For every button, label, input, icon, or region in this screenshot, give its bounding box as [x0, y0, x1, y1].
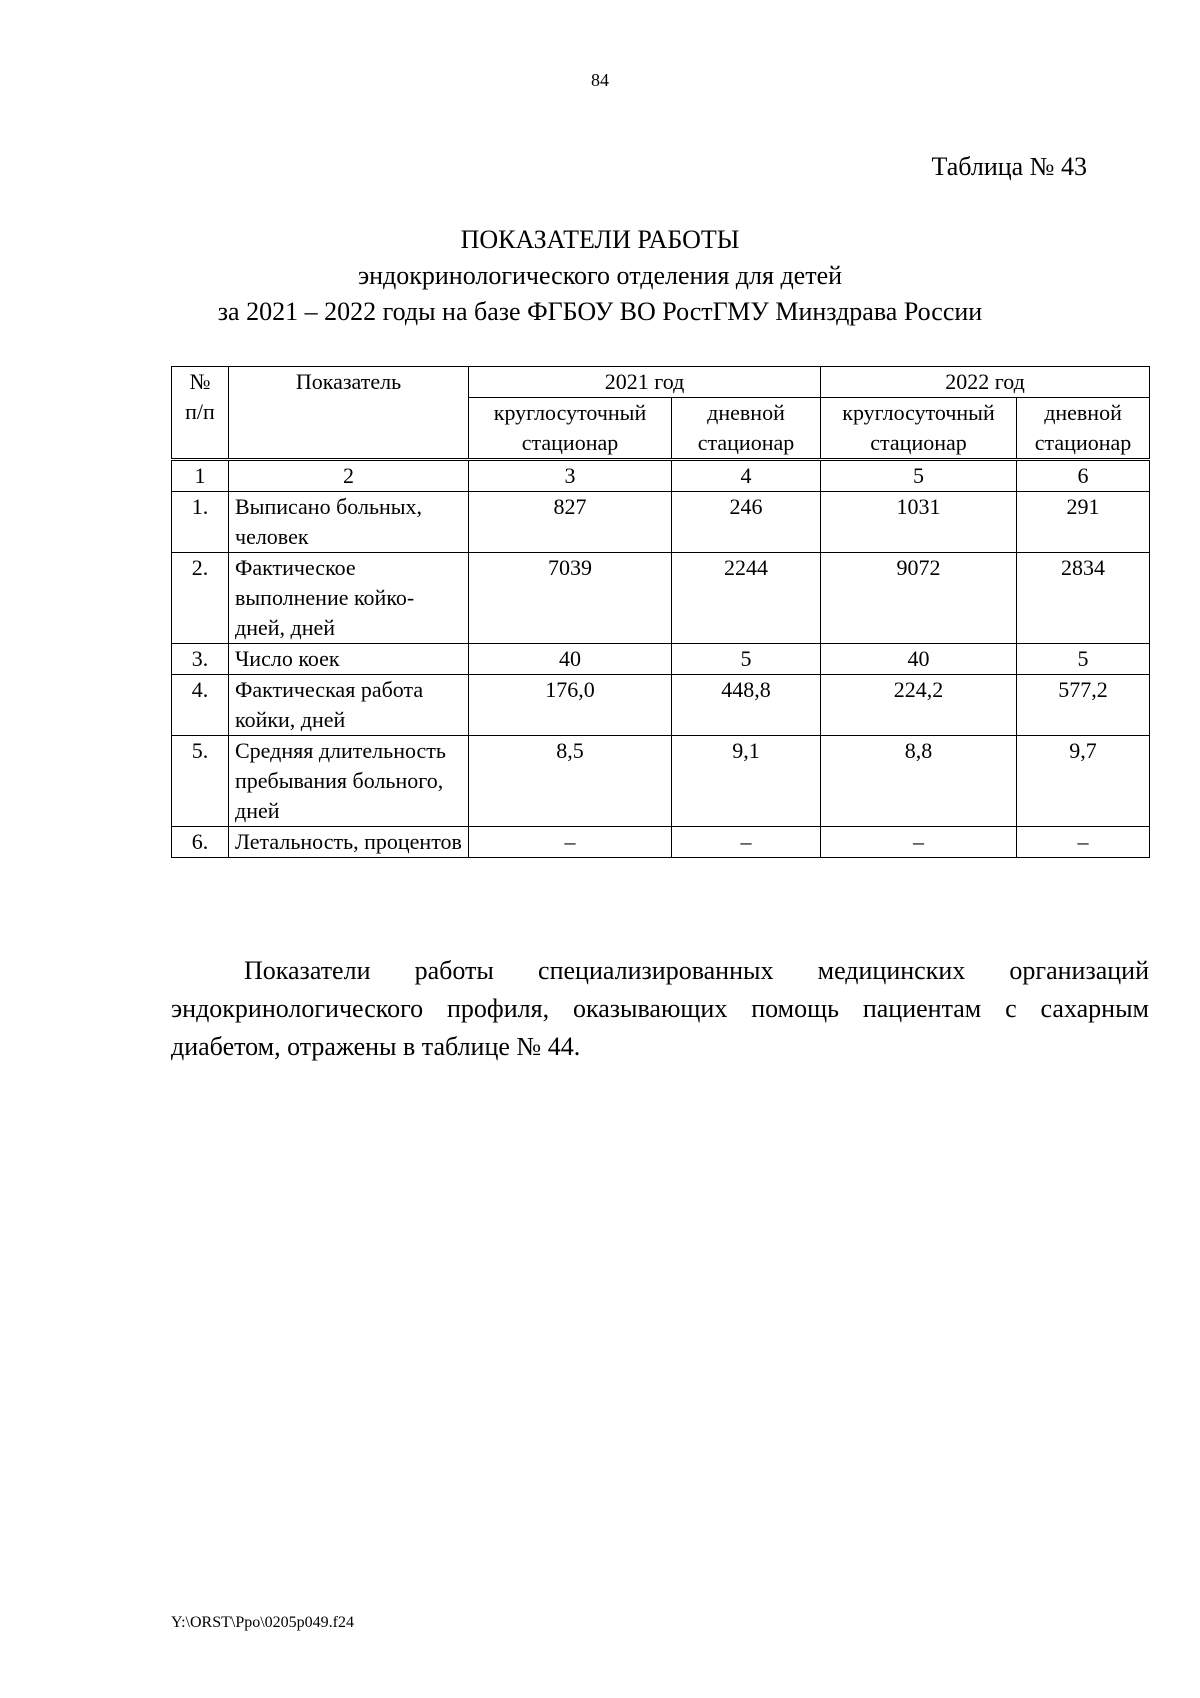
value-2022-day: 9,7 [1017, 736, 1150, 827]
value-2021-round-the-clock: 176,0 [469, 675, 672, 736]
row-indicator: Средняя длительность пребывания больного, дней [229, 736, 469, 827]
value-2021-day: 448,8 [672, 675, 821, 736]
value-2022-round-the-clock: 40 [821, 644, 1017, 675]
indicators-table [171, 366, 1150, 858]
value-2021-round-the-clock: 40 [469, 644, 672, 675]
header-2021-day: дневной стационар [672, 398, 821, 460]
column-numbers-row [172, 460, 1150, 492]
column-number: 2 [229, 460, 469, 492]
value-2022-day: 291 [1017, 492, 1150, 553]
header-year-2021: 2021 год [469, 367, 821, 398]
row-number: 5. [172, 736, 229, 827]
row-indicator: Фактическое выполнение койко-дней, дней [229, 553, 469, 644]
value-2022-round-the-clock: 1031 [821, 492, 1017, 553]
table-row [172, 736, 1150, 827]
row-number: 1. [172, 492, 229, 553]
column-number: 6 [1017, 460, 1150, 492]
value-2022-round-the-clock: 224,2 [821, 675, 1017, 736]
value-2021-day: 9,1 [672, 736, 821, 827]
value-2022-day: 577,2 [1017, 675, 1150, 736]
header-2021-round-the-clock: круглосуточный стационар [469, 398, 672, 460]
column-number: 5 [821, 460, 1017, 492]
value-2022-day: 2834 [1017, 553, 1150, 644]
table-header-row-1 [172, 367, 1150, 398]
value-2021-day: 2244 [672, 553, 821, 644]
value-2022-round-the-clock: 9072 [821, 553, 1017, 644]
table-row [172, 553, 1150, 644]
row-indicator: Число коек [229, 644, 469, 675]
header-num: № п/п [172, 367, 229, 460]
row-indicator: Фактическая работа койки, дней [229, 675, 469, 736]
table-row [172, 492, 1150, 553]
table-row [172, 644, 1150, 675]
title-line-3: за 2021 – 2022 годы на базе ФГБОУ ВО РостГМУ Минздрава России [217, 297, 983, 326]
row-indicator: Летальность, процентов [229, 827, 469, 858]
value-2021-round-the-clock: 7039 [469, 553, 672, 644]
row-number: 2. [172, 553, 229, 644]
column-number: 4 [672, 460, 821, 492]
value-2022-day: 5 [1017, 644, 1150, 675]
page-number: 84 [591, 70, 609, 90]
value-2021-day: 246 [672, 492, 821, 553]
header-indicator: Показатель [229, 367, 469, 460]
header-2022-round-the-clock: круглосуточный стационар [821, 398, 1017, 460]
value-2022-day: – [1017, 827, 1150, 858]
table-title [0, 222, 1200, 330]
table-row [172, 827, 1150, 858]
value-2022-round-the-clock: 8,8 [821, 736, 1017, 827]
value-2021-day: – [672, 827, 821, 858]
file-path-footer: Y:\ORST\Ppo\0205p049.f24 [171, 1614, 354, 1631]
header-2022-day: дневной стационар [1017, 398, 1150, 460]
value-2021-round-the-clock: 8,5 [469, 736, 672, 827]
value-2022-round-the-clock: – [821, 827, 1017, 858]
table-label: Таблица № 43 [931, 152, 1087, 181]
title-line-1: ПОКАЗАТЕЛИ РАБОТЫ [460, 225, 740, 254]
column-number: 1 [172, 460, 229, 492]
row-indicator: Выписано больных, человек [229, 492, 469, 553]
row-number: 3. [172, 644, 229, 675]
value-2021-round-the-clock: – [469, 827, 672, 858]
title-line-2: эндокринологического отделения для детей [357, 261, 843, 290]
header-year-2022: 2022 год [821, 367, 1150, 398]
table-row [172, 675, 1150, 736]
value-2021-day: 5 [672, 644, 821, 675]
column-number: 3 [469, 460, 672, 492]
value-2021-round-the-clock: 827 [469, 492, 672, 553]
row-number: 6. [172, 827, 229, 858]
row-number: 4. [172, 675, 229, 736]
body-paragraph: Показатели работы специализированных медицинских организаций эндокринологического профиля, оказывающих помощь пациентам с сахарным диабетом, отражены в таблице № 44. [171, 956, 1149, 1061]
